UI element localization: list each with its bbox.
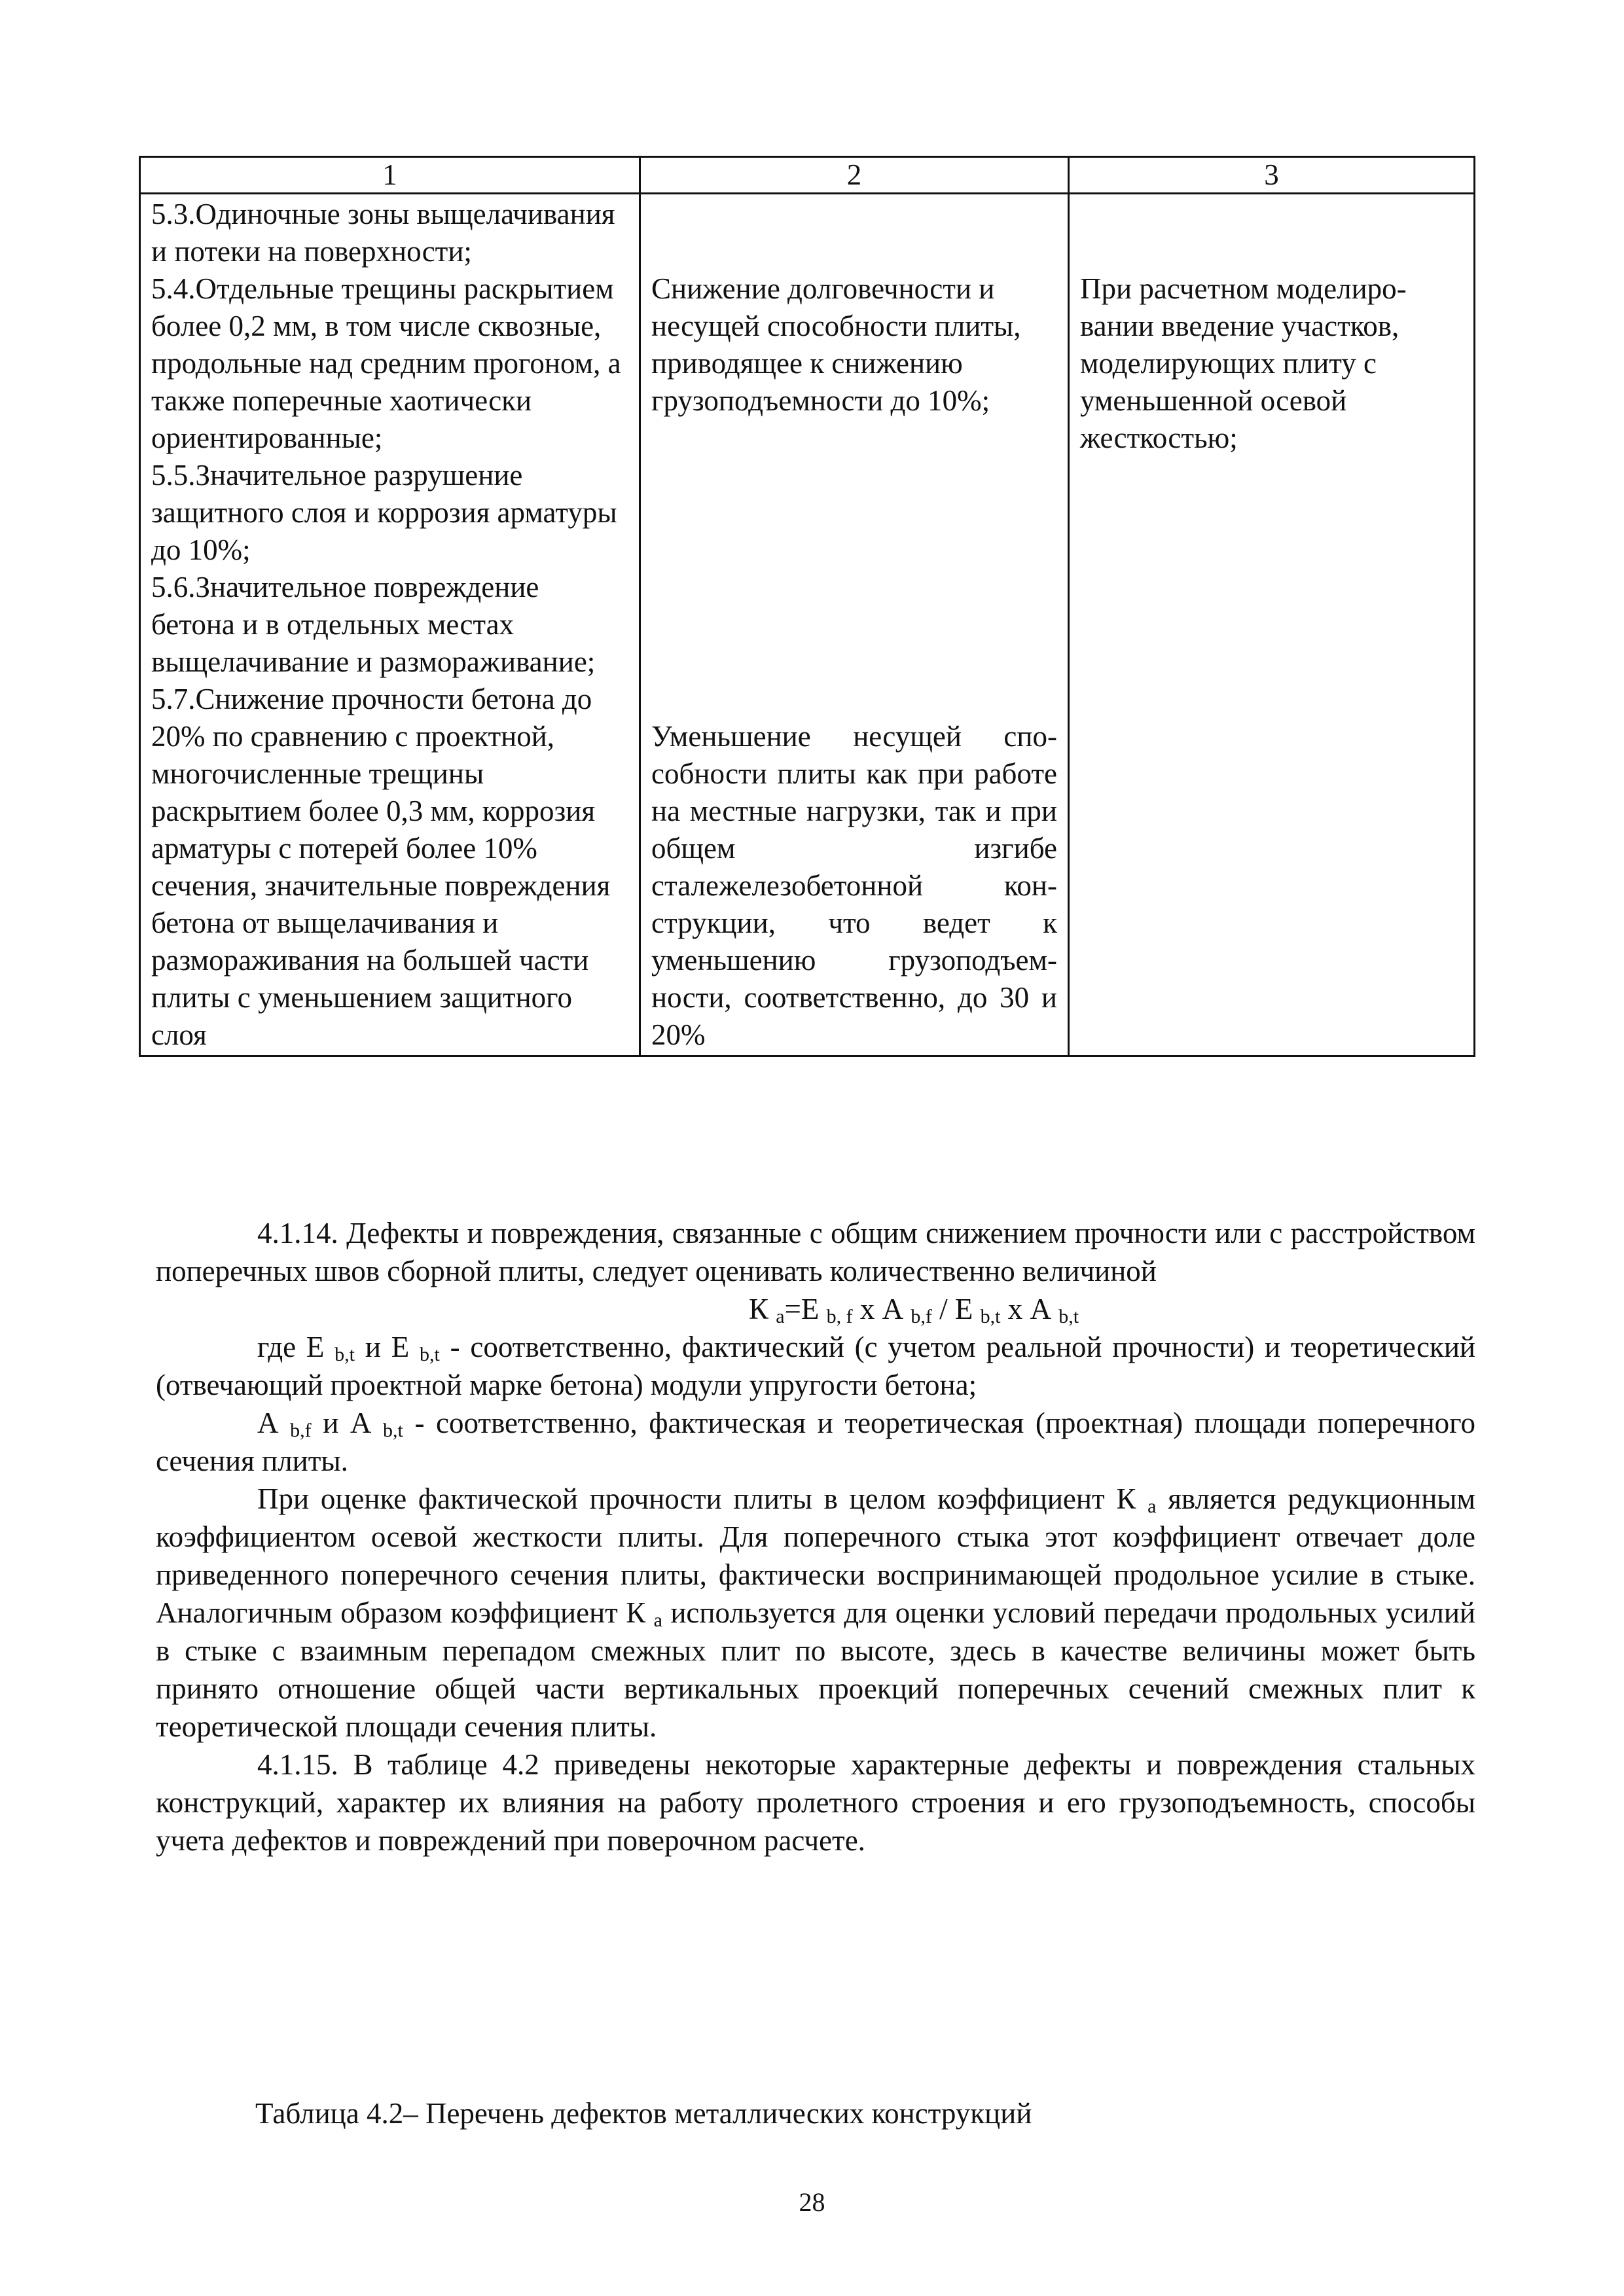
table-caption: Таблица 4.2– Перечень дефектов металлических конструкций bbox=[255, 2097, 1032, 2130]
defect-item-5-4: 5.4.Отдельные трещины раскрытием более 0,2 мм, в том числе сквозные, продольные над средним прогоном, а также поперечные хаотически ориентированные; bbox=[151, 272, 621, 454]
defect-item-5-7: 5.7.Снижение прочности бетона до 20% по сравнению с проектной, многочисленные трещины раскрытием более 0,3 мм, коррозия арматуры с потерей более 10% сечения, значительные повреждения бетона от выщелачивания и размораживания на большей части плиты с уменьшением защитного слоя bbox=[151, 683, 611, 1051]
paragraph-ka-explanation: При оценке фактической прочности плиты в целом коэффициент К $_a$ является редукционным коэффициентом осевой жесткости плиты. Для поперечного стыка этот коэффициент отвечает доле приведенного поперечного сечения плиты, фактически воспринимающей продольное усилие в стыке. Аналогичным образом коэффициент К $_a$ используется для оценки условий передачи продольных усилий в стыке с взаимным перепадом смежных плит по высоте, здесь в качестве величины может быть принято отношение общей части вертикальных проекций поперечных сечений смежных плит к теоретической площади сечения плиты. bbox=[156, 1482, 1475, 1743]
column-header-2: 2 bbox=[640, 157, 1069, 194]
accounting-cell bbox=[1069, 194, 1475, 1056]
paragraph-4-1-15: 4.1.15. В таблице 4.2 приведены некоторые характерные дефекты и повреждения стальных конструкций, характер их влияния на работу пролетного строения и его грузоподъемность, способы учета дефектов и повреждений при поверочном расчете. bbox=[156, 1748, 1475, 1857]
defect-item-5-3: 5.3.Одиночные зоны выщелачивания и потеки на поверхности; bbox=[151, 198, 615, 268]
paragraph-where-a: А $_{b,f}$ и А $_{b,t}$ - соответственно, фактическая и теоретическая (проектная) площади поперечного сечения плиты. bbox=[156, 1407, 1475, 1477]
influence-cell bbox=[640, 194, 1069, 1056]
defects-cell bbox=[140, 194, 640, 1056]
influence-text-1: Снижение долговечности и несущей способности плиты, приводящее к снижению грузоподъемности до 10%; bbox=[651, 272, 1021, 417]
defects-table bbox=[139, 156, 1475, 1057]
formula-ka: К $_a$=Е $_{b, f}$ х А $_{b,f}$ / Е $_{b,t}$ х А $_{b,t}$ bbox=[748, 1293, 1079, 1327]
influence-text-2: Уменьшение несущей способности плиты как при работе на местные нагрузки, так и при общем изгибе сталежелезобетонной конструкции, что ведет к уменьшению грузоподъемности, соответственно, до 30 и 20% bbox=[651, 720, 1057, 1051]
defect-item-5-5: 5.5.Значительное разрушение защитного слоя и коррозия арматуры до 10%; bbox=[151, 459, 617, 566]
page-number: 28 bbox=[799, 2187, 825, 2217]
accounting-text-1: При расчетном моделировании введение участков, моделирующих плиту с уменьшенной осевой жесткостью; bbox=[1080, 272, 1407, 454]
table-header-row bbox=[140, 157, 1475, 194]
paragraph-where-e: где Е $_{b,t}$ и Е $_{b,t}$ - соответственно, фактический (с учетом реальной прочности) и теоретический (отвечающий проектной марке бетона) модули упругости бетона; bbox=[156, 1331, 1475, 1401]
column-header-1: 1 bbox=[140, 157, 640, 194]
table-row bbox=[140, 194, 1475, 1056]
column-header-3: 3 bbox=[1069, 157, 1475, 194]
body-text bbox=[156, 1214, 1475, 1859]
defect-item-5-6: 5.6.Значительное повреждение бетона и в отдельных местах выщелачивание и размораживание; bbox=[151, 571, 596, 678]
paragraph-4-1-14: 4.1.14. Дефекты и повреждения, связанные с общим снижением прочности или с расстройством поперечных швов сборной плиты, следует оценивать количественно величиной bbox=[156, 1217, 1475, 1287]
